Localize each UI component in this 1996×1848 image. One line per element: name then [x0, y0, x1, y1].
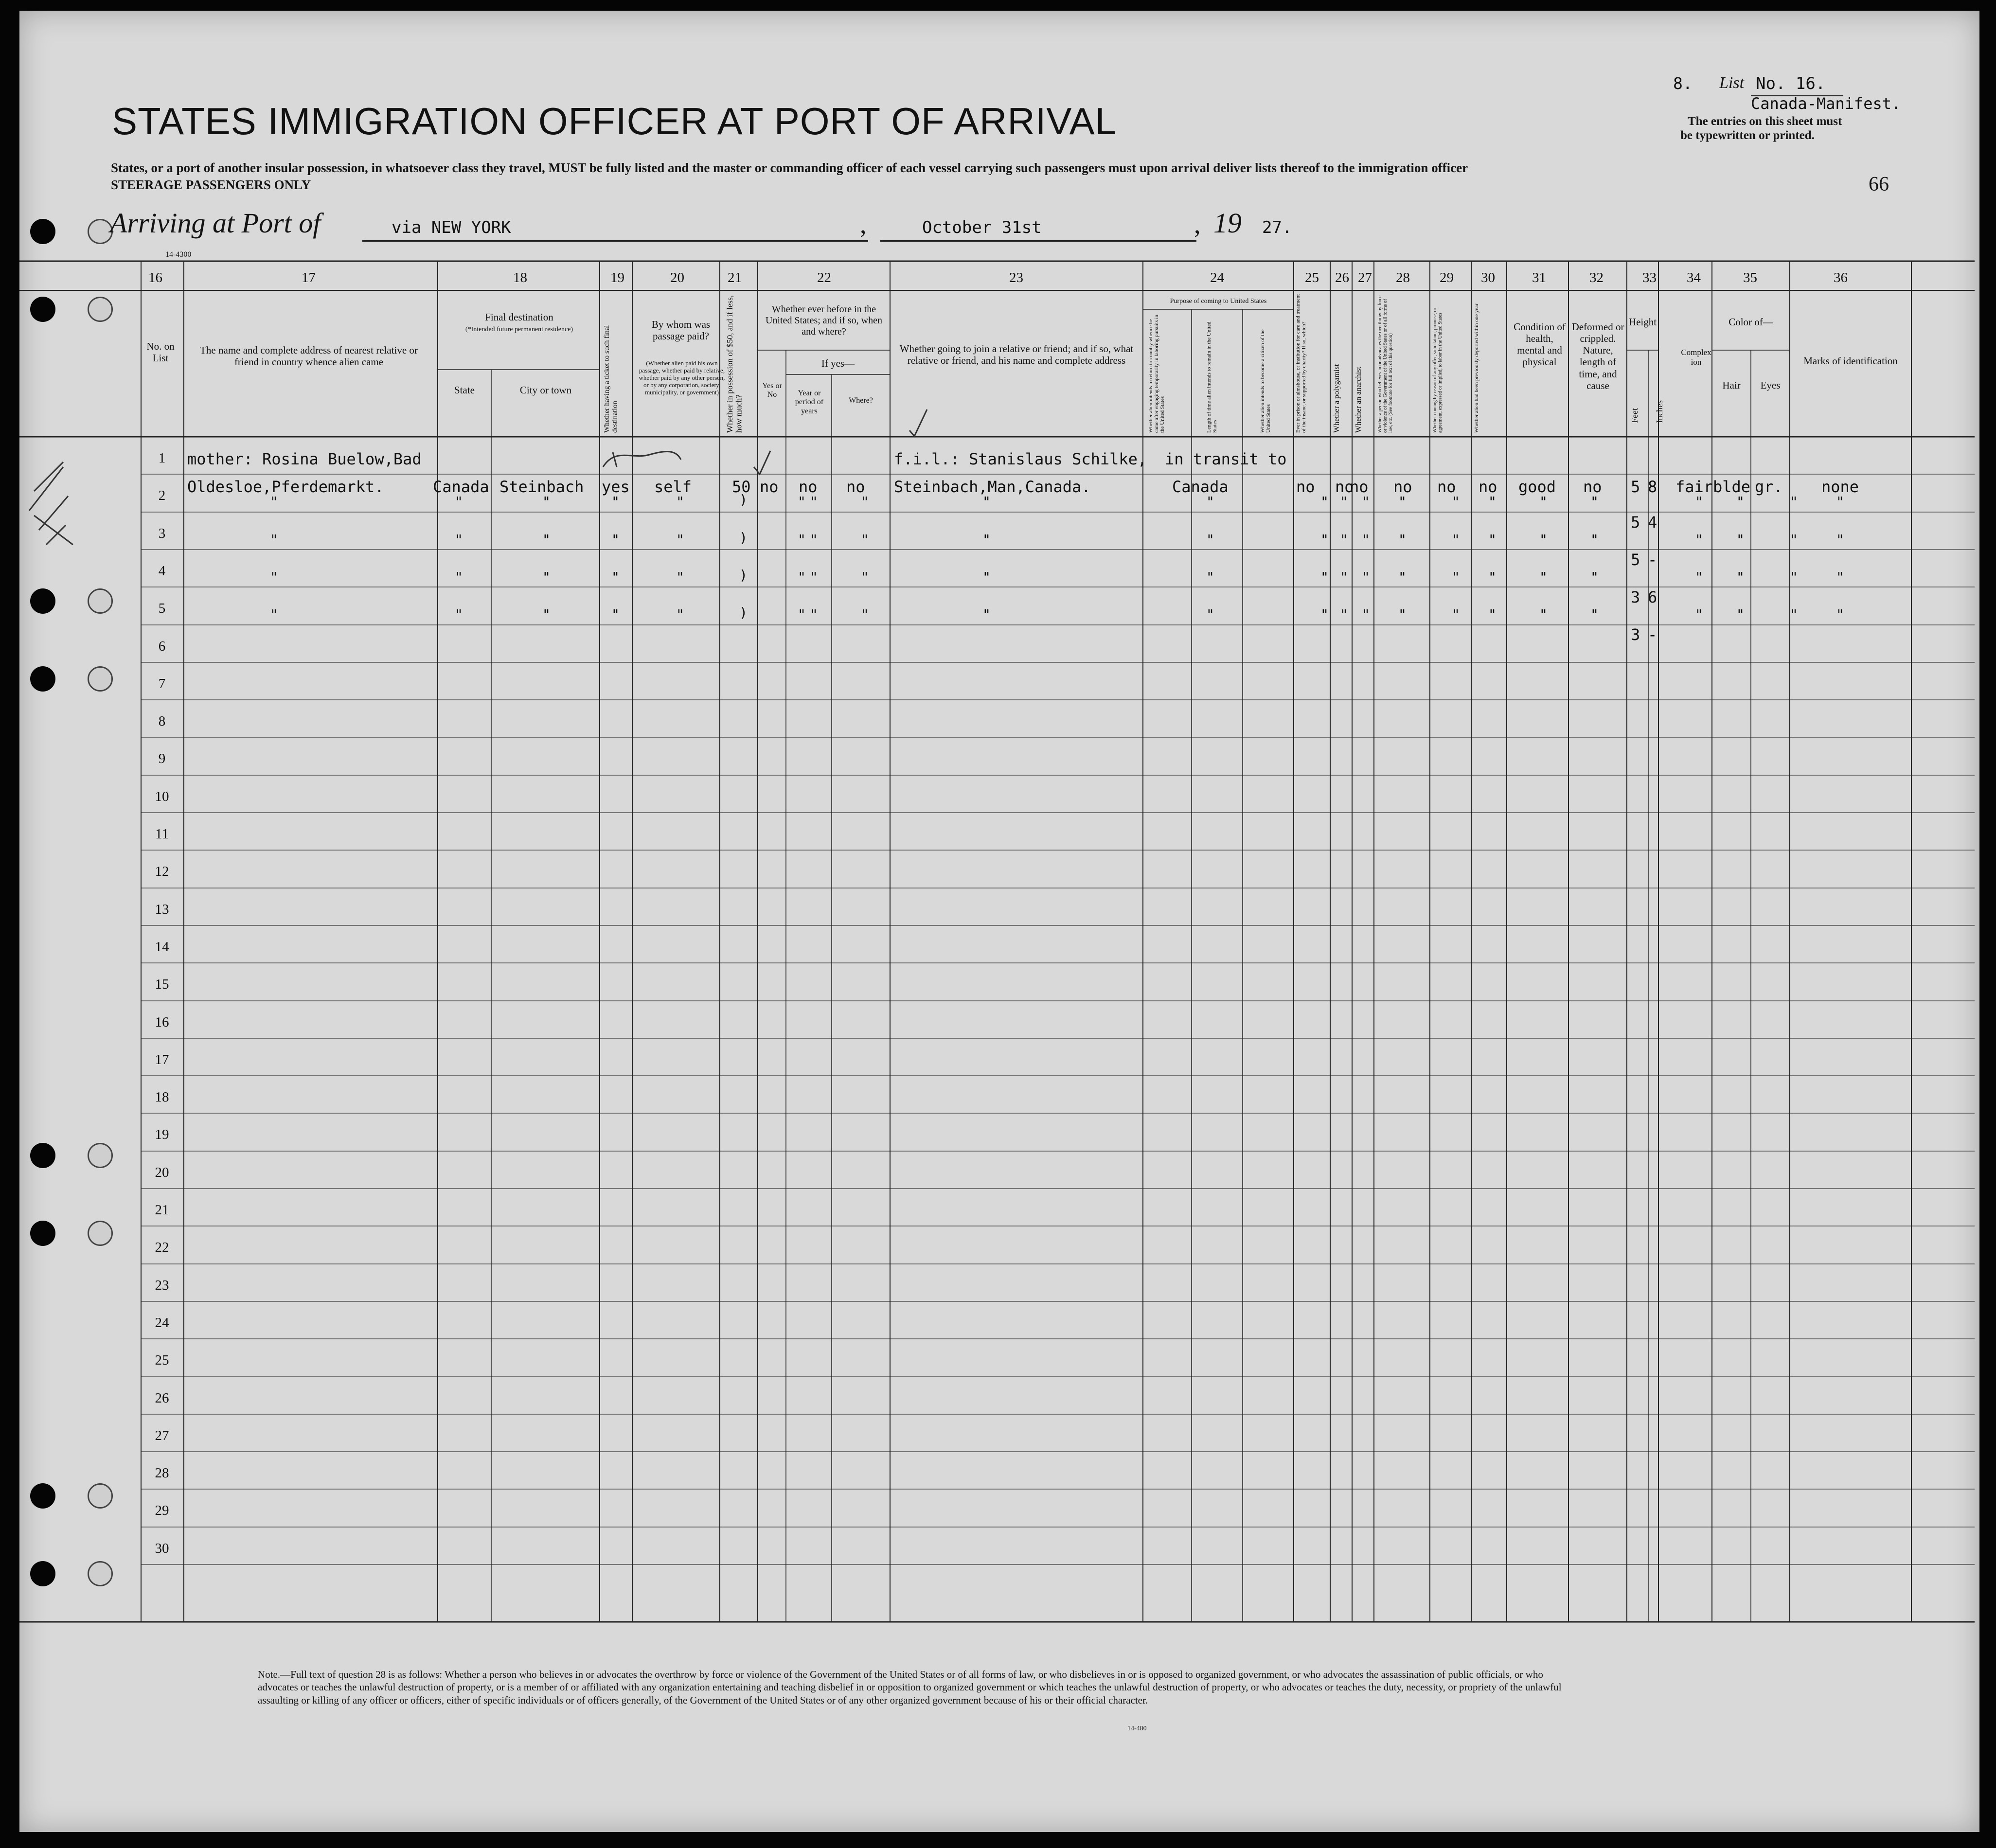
- where-value: no: [846, 478, 865, 496]
- header-eyes: Eyes: [1760, 379, 1781, 391]
- ditto-mark: ": [1488, 494, 1497, 510]
- header-city: City or town: [519, 384, 572, 396]
- footer-form-code: 14-480: [1127, 1725, 1147, 1732]
- height-inches: 6: [1648, 588, 1657, 606]
- row-number: 19: [155, 1127, 169, 1142]
- ditto-mark: ": [1398, 569, 1407, 585]
- ditto-mark: ": [1836, 494, 1844, 510]
- header-yes-no: Yes or No: [762, 382, 782, 399]
- ditto-mark: ": [1790, 532, 1798, 548]
- joining-line1: f.i.l.: Stanislaus Schilke,: [894, 450, 1147, 468]
- row-number: 15: [155, 977, 169, 992]
- ditto-mark: ": [611, 569, 620, 585]
- port-value: via NEW YORK: [392, 218, 511, 237]
- ditto-mark: ": [982, 569, 991, 585]
- header-if-yes: If yes—: [821, 357, 855, 369]
- row-number: 5: [158, 601, 166, 616]
- ditto-mark: ": [1590, 532, 1599, 548]
- ditto-mark: ": [1736, 569, 1745, 585]
- stray-pen-marks-icon: [29, 462, 73, 545]
- eyes-value: gr.: [1755, 478, 1783, 496]
- ditto-mark: ": [810, 606, 818, 622]
- ditto-mark: ": [982, 532, 991, 548]
- complexion-value: fair: [1675, 478, 1713, 496]
- ditto-mark: ": [1362, 606, 1370, 622]
- form-code: 14-4300: [165, 250, 192, 259]
- ditto-mark: ": [798, 532, 806, 548]
- ditto-mark: ": [270, 532, 278, 548]
- column-number: 33: [1642, 270, 1657, 285]
- height-feet: 5: [1631, 478, 1640, 496]
- row-number: 28: [155, 1465, 169, 1481]
- page-title: STATES IMMIGRATION OFFICER AT PORT OF ARRIVAL: [112, 100, 1117, 142]
- ditto-mark: ": [1398, 494, 1407, 510]
- ticket-value: yes: [602, 478, 630, 496]
- steerage-label: STEERAGE PASSENGERS ONLY: [111, 178, 311, 192]
- header-health: Condition of health, mental and physical: [1514, 321, 1566, 368]
- ditto-mark: ": [1695, 606, 1703, 622]
- ditto-mark: ": [1320, 532, 1329, 548]
- ditto-mark: ": [1736, 532, 1745, 548]
- height-inches: 8: [1648, 478, 1657, 496]
- ditto-mark: ": [1340, 532, 1348, 548]
- prison-value: no: [1296, 478, 1315, 496]
- row-number: 3: [158, 526, 166, 541]
- row-number: 26: [155, 1390, 169, 1406]
- header-where: Where?: [849, 396, 873, 405]
- column-number: 32: [1589, 270, 1604, 285]
- height-feet: 3: [1631, 588, 1640, 606]
- header-final-destination: Final destination: [485, 311, 553, 323]
- ditto-mark: ": [455, 606, 463, 622]
- column-number: 36: [1834, 270, 1848, 285]
- header-hair: Hair: [1722, 379, 1741, 391]
- column-number: 17: [302, 270, 316, 285]
- ditto-mark: ": [676, 494, 684, 510]
- money-bracket: ): [739, 567, 748, 583]
- ditto-mark: ": [1340, 569, 1348, 585]
- relative-address-line1: mother: Rosina Buelow,Bad: [187, 450, 422, 468]
- header-inches: Inches: [1655, 400, 1664, 423]
- ditto-mark: ": [1362, 569, 1370, 585]
- ditto-mark: ": [676, 532, 684, 548]
- column-number: 30: [1481, 270, 1495, 285]
- ditto-mark: ": [1206, 494, 1214, 510]
- ditto-mark: ": [1362, 494, 1370, 510]
- ditto-mark: ": [798, 494, 806, 510]
- ditto-mark: ": [810, 494, 818, 510]
- ditto-mark: ": [798, 569, 806, 585]
- column-number: 25: [1305, 270, 1319, 285]
- row-number: 8: [158, 713, 166, 729]
- ditto-mark: ": [1590, 569, 1599, 585]
- ditto-mark: ": [1340, 494, 1348, 510]
- ditto-mark: ": [1452, 532, 1460, 548]
- height-feet: 5: [1631, 551, 1640, 569]
- header-purpose-citizen: Whether alien intends to become a citizen of the United States: [1260, 329, 1272, 433]
- joining-line2: Steinbach,Man,Canada.: [894, 478, 1091, 496]
- ditto-mark: ": [1539, 532, 1548, 548]
- header-purpose: Purpose of coming to United States: [1170, 298, 1267, 305]
- ditto-mark: ": [1206, 606, 1214, 622]
- ditto-mark: ": [1695, 494, 1703, 510]
- list-number: No. 16.: [1756, 74, 1826, 93]
- health-value: good: [1518, 478, 1556, 496]
- ditto-mark: ": [1452, 494, 1460, 510]
- ditto-mark: ": [1695, 569, 1703, 585]
- ditto-mark: ": [1736, 606, 1745, 622]
- before-in-us-value: no: [760, 478, 779, 496]
- ditto-mark: ": [1736, 494, 1745, 510]
- header-before-in-us: Whether ever before in the United States; and if so, when and where?: [766, 304, 882, 337]
- ditto-mark: ": [270, 569, 278, 585]
- ditto-mark: ": [1539, 569, 1548, 585]
- column-number: 24: [1210, 270, 1224, 285]
- list-prefix: 8.: [1673, 74, 1693, 93]
- ditto-mark: ": [1590, 494, 1599, 510]
- ditto-mark: ": [542, 569, 551, 585]
- header-deported: Whether alien had been previously deported within one year: [1474, 303, 1479, 433]
- row-number: 14: [155, 939, 169, 955]
- ditto-mark: ": [798, 606, 806, 622]
- separator-comma: ,: [860, 210, 867, 239]
- ditto-mark: ": [982, 606, 991, 622]
- ditto-mark: ": [1790, 494, 1798, 510]
- typewritten-note: The entries on this sheet must: [1688, 115, 1842, 128]
- row-number: 30: [155, 1541, 169, 1556]
- row-number: 4: [158, 563, 166, 579]
- column-number: 34: [1687, 270, 1701, 285]
- height-feet: 3: [1631, 625, 1640, 644]
- ditto-mark: ": [455, 532, 463, 548]
- marks-value: none: [1821, 478, 1859, 496]
- header-purpose-length: Length of time alien intends to remain in the United States: [1206, 321, 1218, 433]
- year-suffix: 27.: [1262, 218, 1292, 237]
- height-inches: 4: [1648, 513, 1657, 532]
- ditto-mark: ": [611, 494, 620, 510]
- row-number: 18: [155, 1089, 169, 1105]
- purpose-line2: Canada: [1172, 478, 1229, 496]
- ditto-mark: ": [1539, 494, 1548, 510]
- ditto-mark: ": [611, 532, 620, 548]
- column-number: 19: [610, 270, 624, 285]
- header-feet: Feet: [1630, 408, 1640, 423]
- header-prison: Ever in prison or almshouse, or institution for care and treatment of the insane, or supported by charity? If so, which?: [1295, 294, 1307, 433]
- money-bracket: ): [739, 604, 748, 621]
- offer-value: no: [1437, 478, 1456, 496]
- header-polygamist: Whether a polygamist: [1333, 364, 1341, 433]
- footnote-text: Note.—Full text of question 28 is as follows: Whether a person who believes in or advocates the overthrow by force or violence of the Government of the United States or of all forms of law, or who disbelieves in or is opposed to organized government, or who advocates the assassination of public officials, or who advocates or teaches the unlawful destruction of property, or is a member of or affiliated with any organization entertaining and teaching disbelief in or opposition to organized government or which teaches the unlawful destruction of property, or who advocates or teaches the duty, necessity, or propriety of the unlawful assaulting or killing of any officer or officers, either of specific individuals or of officers generally, of the Government of the United States or of any other organized government because of his or their official character.: [258, 1669, 1562, 1706]
- destination-state: Canada: [433, 478, 489, 496]
- deformed-value: no: [1583, 478, 1602, 496]
- column-number: 29: [1440, 270, 1454, 285]
- column-number: 28: [1396, 270, 1410, 285]
- destination-city: Steinbach: [499, 478, 584, 496]
- row-number: 25: [155, 1352, 169, 1368]
- ditto-mark: ": [1488, 532, 1497, 548]
- ditto-mark: ": [1695, 532, 1703, 548]
- arriving-label: Arriving at Port of: [110, 207, 321, 239]
- column-number: 21: [728, 270, 742, 285]
- passage-paid-value: self: [654, 478, 692, 496]
- money-bracket: ): [739, 492, 748, 508]
- ditto-mark: ": [542, 494, 551, 510]
- row-number: 13: [155, 902, 169, 917]
- column-number: 35: [1743, 270, 1757, 285]
- ditto-mark: ": [810, 532, 818, 548]
- header-going-to-join: Whether going to join a relative or friend; and if so, what relative or friend, and his name and complete address: [899, 343, 1134, 367]
- year-prefix: 19: [1213, 207, 1242, 239]
- header-purpose-return: Whether alien intends to return to country whence he came after engaging temporarily in laboring pursuits in the United States: [1148, 315, 1166, 433]
- list-subtitle: Canada-Manifest.: [1751, 94, 1901, 113]
- row-number: 23: [155, 1278, 169, 1293]
- ditto-mark: ": [1320, 569, 1329, 585]
- ditto-mark: ": [1206, 569, 1214, 585]
- ditto-mark: ": [861, 494, 869, 510]
- height-inches: -: [1648, 551, 1657, 569]
- ditto-mark: ": [455, 569, 463, 585]
- list-label: List: [1719, 74, 1745, 92]
- ditto-mark: ": [1488, 606, 1497, 622]
- header-color-of: Color of—: [1729, 316, 1773, 328]
- column-number: 27: [1358, 270, 1372, 285]
- header-anarchist: Whether an anarchist: [1354, 367, 1363, 433]
- relative-address-line2: Oldesloe,Pferdemarkt.: [187, 478, 384, 496]
- ditto-mark: ": [1452, 569, 1460, 585]
- typewritten-note: be typewritten or printed.: [1680, 129, 1815, 142]
- column-number: 22: [817, 270, 831, 285]
- ditto-mark: ": [270, 606, 278, 622]
- ditto-mark: ": [1206, 532, 1214, 548]
- hair-value: blde: [1713, 478, 1751, 496]
- row-number: 7: [158, 676, 166, 692]
- instruction-text: States, or a port of another insular possession, in whatsoever class they travel, MUST be fully listed and the master or commanding officer of each vessel carrying such passengers must upon arrival deliver lists thereof to the immigration officer: [111, 160, 1468, 175]
- ditto-mark: ": [542, 606, 551, 622]
- ditto-mark: ": [676, 569, 684, 585]
- row-number: 24: [155, 1315, 169, 1331]
- ditto-mark: ": [810, 569, 818, 585]
- date-value: October 31st: [922, 218, 1042, 237]
- header-overthrow: Whether a person who believes in or advocates the overthrow by force or violence of the Government of the United States or of all forms of law, etc. (See footnote for full text of this question): [1377, 295, 1393, 433]
- row-number: 11: [155, 826, 169, 842]
- row-number: 1: [158, 450, 166, 466]
- ditto-mark: ": [1836, 532, 1844, 548]
- ditto-mark: ": [1398, 532, 1407, 548]
- ditto-mark: ": [1836, 606, 1844, 622]
- checkmark-icon: [909, 409, 927, 436]
- ditto-mark: ": [861, 569, 869, 585]
- polygamist-value: no: [1335, 478, 1354, 496]
- ditto-mark: ": [1590, 606, 1599, 622]
- header-no-on-list: No. on List: [146, 340, 175, 364]
- ditto-mark: ": [455, 494, 463, 510]
- overthrow-value: no: [1393, 478, 1412, 496]
- row-number: 20: [155, 1165, 169, 1180]
- header-complexion: Complexion: [1681, 348, 1711, 367]
- row-number: 9: [158, 751, 166, 766]
- ditto-mark: ": [676, 606, 684, 622]
- ditto-mark: ": [1340, 606, 1348, 622]
- header-state: State: [454, 384, 475, 396]
- row-number: 16: [155, 1014, 169, 1030]
- ditto-mark: ": [542, 532, 551, 548]
- ditto-mark: ": [611, 606, 620, 622]
- ditto-mark: ": [1398, 606, 1407, 622]
- header-passage-paid: By whom was passage paid?: [651, 319, 711, 342]
- money-value: 50: [732, 478, 751, 496]
- period-value: no: [799, 478, 818, 496]
- row-number: 10: [155, 789, 169, 804]
- header-period: Year or period of years: [795, 389, 824, 415]
- ditto-mark: ": [1836, 569, 1844, 585]
- checkmark-icon: [754, 451, 770, 474]
- ditto-mark: ": [982, 494, 991, 510]
- ditto-mark: ": [1488, 569, 1497, 585]
- column-number: 31: [1532, 270, 1546, 285]
- page-number: 66: [1869, 173, 1889, 195]
- ditto-mark: ": [1790, 606, 1798, 622]
- ditto-mark: ": [1320, 606, 1329, 622]
- deported-value: no: [1479, 478, 1497, 496]
- column-number: 16: [148, 270, 162, 285]
- height-inches: -: [1648, 625, 1657, 644]
- handwritten-annotation-icon: [603, 451, 681, 467]
- header-ticket: Whether having a ticket to such final destination: [603, 325, 619, 433]
- row-number: 27: [155, 1428, 169, 1443]
- row-number: 21: [155, 1202, 169, 1218]
- row-number: 12: [155, 864, 169, 879]
- row-number: 2: [158, 488, 166, 503]
- ditto-mark: ": [1362, 532, 1370, 548]
- row-number: 22: [155, 1240, 169, 1255]
- header-deformed: Deformed or crippled. Nature, length of time, and cause: [1571, 321, 1624, 391]
- row-number: 29: [155, 1503, 169, 1518]
- ditto-mark: ": [270, 494, 278, 510]
- purpose-line1: in transit to: [1165, 450, 1287, 468]
- ditto-mark: ": [1452, 606, 1460, 622]
- column-number: 23: [1009, 270, 1023, 285]
- height-feet: 5: [1631, 513, 1640, 532]
- ditto-mark: ": [861, 532, 869, 548]
- column-number: 26: [1335, 270, 1349, 285]
- header-marks: Marks of identification: [1803, 355, 1898, 367]
- row-number: 6: [158, 639, 166, 654]
- separator-comma: ,: [1194, 210, 1201, 239]
- header-nearest-relative: The name and complete address of nearest relative or friend in country whence alien came: [200, 344, 418, 368]
- header-final-destination-note: (*Intended future permanent residence): [465, 326, 573, 333]
- column-number: 20: [670, 270, 684, 285]
- header-height: Height: [1628, 316, 1657, 328]
- money-bracket: ): [739, 530, 748, 546]
- ditto-mark: ": [1790, 569, 1798, 585]
- header-passage-paid-note: (Whether alien paid his own passage, whether paid by relative, whether paid by any other person, or by any corporation, society, municipality, or government): [639, 359, 725, 396]
- ditto-mark: ": [861, 606, 869, 622]
- column-number: 18: [513, 270, 527, 285]
- header-offer-to-labor: Whether coming by reason of any offer, solicitation, promise, or agreement, expressed or implied, to labor in the United States: [1432, 307, 1443, 433]
- row-number: 17: [155, 1052, 169, 1067]
- header-fifty-dollars: Whether in possession of $50, and if less, how much?: [725, 295, 744, 433]
- ditto-mark: ": [1320, 494, 1329, 510]
- anarchist-value: no: [1350, 478, 1369, 496]
- ditto-mark: ": [1539, 606, 1548, 622]
